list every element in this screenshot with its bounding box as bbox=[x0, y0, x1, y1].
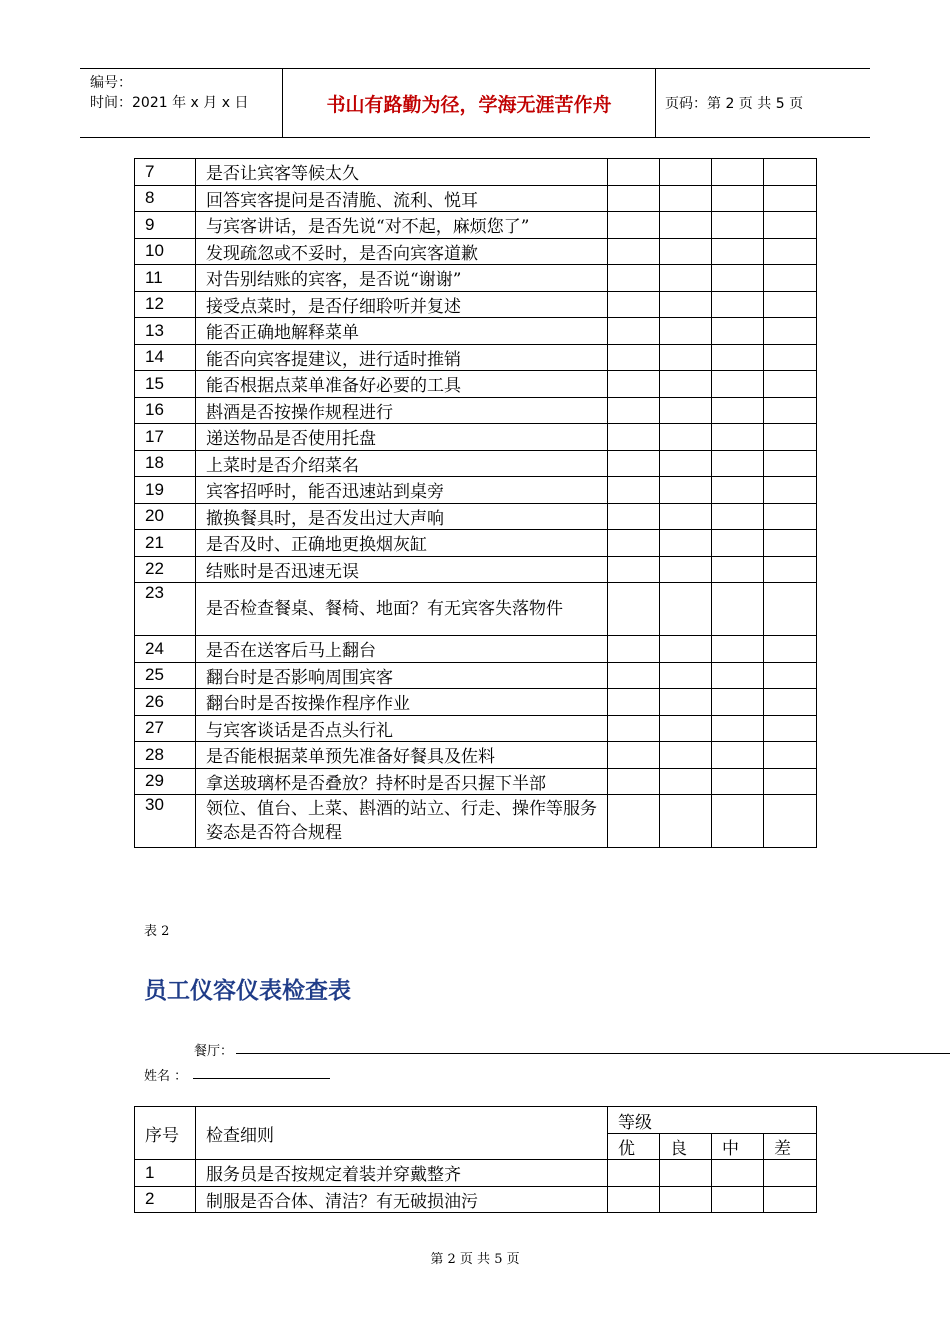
grade-cell-excellent[interactable] bbox=[608, 1160, 660, 1187]
row-number: 7 bbox=[135, 159, 196, 186]
row-number: 23 bbox=[135, 583, 196, 636]
table-row bbox=[135, 344, 817, 371]
grade-cell-average[interactable] bbox=[712, 768, 764, 795]
row-criterion: 翻台时是否影响周围宾客 bbox=[196, 662, 608, 689]
grade-cell-excellent[interactable] bbox=[608, 424, 660, 451]
grade-cell-poor[interactable] bbox=[764, 291, 817, 318]
grade-cell-good[interactable] bbox=[660, 344, 712, 371]
row-number: 22 bbox=[135, 556, 196, 583]
grade-cell-good[interactable] bbox=[660, 212, 712, 239]
row-number: 9 bbox=[135, 212, 196, 239]
table-row bbox=[135, 185, 817, 212]
row-criterion: 是否及时、正确地更换烟灰缸 bbox=[196, 530, 608, 557]
table-label: 表 2 bbox=[144, 924, 170, 939]
grade-cell-excellent[interactable] bbox=[608, 371, 660, 398]
table-row bbox=[135, 291, 817, 318]
row-criterion: 接受点菜时，是否仔细聆听并复述 bbox=[196, 291, 608, 318]
name-input-line[interactable] bbox=[193, 1078, 330, 1079]
restaurant-input-line[interactable] bbox=[236, 1053, 950, 1054]
row-criterion: 斟酒是否按操作规程进行 bbox=[196, 397, 608, 424]
grade-cell-excellent[interactable] bbox=[608, 742, 660, 769]
row-number: 19 bbox=[135, 477, 196, 504]
grade-cell-excellent[interactable] bbox=[608, 212, 660, 239]
row-criterion: 是否能根据菜单预先准备好餐具及佐料 bbox=[196, 742, 608, 769]
grade-cell-excellent[interactable] bbox=[608, 344, 660, 371]
row-number: 10 bbox=[135, 238, 196, 265]
grade-cell-good[interactable] bbox=[660, 450, 712, 477]
row-criterion: 递送物品是否使用托盘 bbox=[196, 424, 608, 451]
page-header bbox=[80, 68, 870, 138]
grade-cell-poor[interactable] bbox=[764, 371, 817, 398]
header-serial: 编号： bbox=[90, 75, 132, 91]
grade-poor: 差 bbox=[764, 1134, 817, 1160]
grade-cell-poor[interactable] bbox=[764, 636, 817, 663]
grade-cell-poor[interactable] bbox=[764, 318, 817, 345]
grade-cell-good[interactable] bbox=[660, 424, 712, 451]
grade-cell-excellent[interactable] bbox=[608, 1186, 660, 1213]
row-criterion: 结账时是否迅速无误 bbox=[196, 556, 608, 583]
row-number: 20 bbox=[135, 503, 196, 530]
table-row bbox=[135, 503, 817, 530]
row-criterion: 与宾客讲话，是否先说“对不起，麻烦您了” bbox=[196, 212, 608, 239]
name-label: 姓名 ： bbox=[144, 1069, 188, 1084]
grade-cell-average[interactable] bbox=[712, 159, 764, 186]
grade-cell-good[interactable] bbox=[660, 715, 712, 742]
grade-cell-average[interactable] bbox=[712, 1186, 764, 1213]
grade-cell-average[interactable] bbox=[712, 477, 764, 504]
grade-cell-average[interactable] bbox=[712, 371, 764, 398]
row-criterion: 上菜时是否介绍菜名 bbox=[196, 450, 608, 477]
header-motto: 书山有路勤为径，学海无涯苦作舟 bbox=[283, 69, 656, 137]
header-page: 页码：第 2 页 共 5 页 bbox=[665, 96, 804, 112]
table-row bbox=[135, 556, 817, 583]
table-row bbox=[135, 689, 817, 716]
grade-cell-excellent[interactable] bbox=[608, 689, 660, 716]
row-criterion: 拿送玻璃杯是否叠放？持杯时是否只握下半部 bbox=[196, 768, 608, 795]
grade-cell-poor[interactable] bbox=[764, 742, 817, 769]
grade-cell-poor[interactable] bbox=[764, 344, 817, 371]
table-row bbox=[135, 238, 817, 265]
grade-cell-good[interactable] bbox=[660, 530, 712, 557]
row-number: 2 bbox=[135, 1186, 196, 1213]
grade-cell-poor[interactable] bbox=[764, 503, 817, 530]
header-no: 序号 bbox=[135, 1107, 196, 1160]
grade-cell-excellent[interactable] bbox=[608, 583, 660, 636]
row-criterion: 发现疏忽或不妥时，是否向宾客道歉 bbox=[196, 238, 608, 265]
table-row bbox=[135, 265, 817, 292]
grade-cell-excellent[interactable] bbox=[608, 318, 660, 345]
grade-cell-good[interactable] bbox=[660, 291, 712, 318]
grade-cell-average[interactable] bbox=[712, 450, 764, 477]
grade-cell-good[interactable] bbox=[660, 795, 712, 848]
row-number: 21 bbox=[135, 530, 196, 557]
grade-cell-average[interactable] bbox=[712, 424, 764, 451]
grade-cell-good[interactable] bbox=[660, 583, 712, 636]
grade-cell-poor[interactable] bbox=[764, 424, 817, 451]
row-number: 30 bbox=[135, 795, 196, 848]
grade-cell-poor[interactable] bbox=[764, 238, 817, 265]
row-criterion: 是否让宾客等候太久 bbox=[196, 159, 608, 186]
row-criterion: 是否检查餐桌、餐椅、地面？有无宾客失落物件 bbox=[196, 583, 608, 636]
row-criterion: 撤换餐具时，是否发出过大声响 bbox=[196, 503, 608, 530]
page-footer: 第 2 页 共 5 页 bbox=[430, 1252, 520, 1267]
grade-cell-poor[interactable] bbox=[764, 477, 817, 504]
grade-cell-average[interactable] bbox=[712, 530, 764, 557]
grade-cell-excellent[interactable] bbox=[608, 768, 660, 795]
grade-cell-poor[interactable] bbox=[764, 768, 817, 795]
row-number: 18 bbox=[135, 450, 196, 477]
grade-cell-poor[interactable] bbox=[764, 662, 817, 689]
grade-cell-poor[interactable] bbox=[764, 185, 817, 212]
table-row bbox=[135, 768, 817, 795]
row-criterion: 能否正确地解释菜单 bbox=[196, 318, 608, 345]
grade-cell-poor[interactable] bbox=[764, 556, 817, 583]
grade-cell-poor[interactable] bbox=[764, 450, 817, 477]
grade-cell-good[interactable] bbox=[660, 742, 712, 769]
table-row bbox=[135, 424, 817, 451]
grade-cell-average[interactable] bbox=[712, 795, 764, 848]
grade-cell-average[interactable] bbox=[712, 583, 764, 636]
grade-cell-average[interactable] bbox=[712, 238, 764, 265]
grade-cell-poor[interactable] bbox=[764, 397, 817, 424]
grade-cell-poor[interactable] bbox=[764, 795, 817, 848]
row-number: 17 bbox=[135, 424, 196, 451]
table-row bbox=[135, 477, 817, 504]
grade-cell-excellent[interactable] bbox=[608, 662, 660, 689]
table-row bbox=[135, 212, 817, 239]
grade-cell-excellent[interactable] bbox=[608, 238, 660, 265]
grade-cell-average[interactable] bbox=[712, 318, 764, 345]
grade-cell-average[interactable] bbox=[712, 397, 764, 424]
grade-cell-poor[interactable] bbox=[764, 689, 817, 716]
grade-cell-average[interactable] bbox=[712, 212, 764, 239]
grade-cell-good[interactable] bbox=[660, 318, 712, 345]
header-meta bbox=[80, 69, 283, 137]
grade-cell-excellent[interactable] bbox=[608, 795, 660, 848]
table-row bbox=[135, 371, 817, 398]
grade-cell-excellent[interactable] bbox=[608, 291, 660, 318]
grade-cell-excellent[interactable] bbox=[608, 185, 660, 212]
table-row bbox=[135, 742, 817, 769]
row-criterion: 宾客招呼时，能否迅速站到桌旁 bbox=[196, 477, 608, 504]
grade-cell-average[interactable] bbox=[712, 689, 764, 716]
grade-good: 良 bbox=[660, 1134, 712, 1160]
row-number: 29 bbox=[135, 768, 196, 795]
row-number: 28 bbox=[135, 742, 196, 769]
table-row bbox=[135, 159, 817, 186]
grade-cell-average[interactable] bbox=[712, 556, 764, 583]
grade-cell-poor[interactable] bbox=[764, 530, 817, 557]
grade-cell-excellent[interactable] bbox=[608, 556, 660, 583]
service-check-table bbox=[134, 158, 817, 848]
grade-cell-good[interactable] bbox=[660, 556, 712, 583]
table-row bbox=[135, 662, 817, 689]
grade-cell-poor[interactable] bbox=[764, 1160, 817, 1187]
row-number: 24 bbox=[135, 636, 196, 663]
table-row bbox=[135, 1186, 817, 1213]
row-number: 12 bbox=[135, 291, 196, 318]
row-number: 8 bbox=[135, 185, 196, 212]
row-number: 14 bbox=[135, 344, 196, 371]
grade-cell-average[interactable] bbox=[712, 291, 764, 318]
grade-average: 中 bbox=[712, 1134, 764, 1160]
grade-cell-excellent[interactable] bbox=[608, 265, 660, 292]
table-row bbox=[135, 1160, 817, 1187]
grade-cell-poor[interactable] bbox=[764, 265, 817, 292]
row-criterion: 翻台时是否按操作程序作业 bbox=[196, 689, 608, 716]
table-row bbox=[135, 397, 817, 424]
appearance-check-table bbox=[134, 1106, 817, 1213]
grade-cell-poor[interactable] bbox=[764, 583, 817, 636]
grade-cell-good[interactable] bbox=[660, 636, 712, 663]
grade-cell-excellent[interactable] bbox=[608, 530, 660, 557]
table-row bbox=[135, 636, 817, 663]
table-row bbox=[135, 715, 817, 742]
row-number: 11 bbox=[135, 265, 196, 292]
grade-cell-excellent[interactable] bbox=[608, 450, 660, 477]
grade-excellent: 优 bbox=[608, 1134, 660, 1160]
grade-cell-good[interactable] bbox=[660, 768, 712, 795]
grade-cell-poor[interactable] bbox=[764, 212, 817, 239]
grade-cell-average[interactable] bbox=[712, 503, 764, 530]
header-grade: 等级 bbox=[608, 1107, 817, 1134]
row-criterion: 回答宾客提问是否清脆、流利、悦耳 bbox=[196, 185, 608, 212]
grade-cell-good[interactable] bbox=[660, 397, 712, 424]
table-row bbox=[135, 583, 817, 636]
row-criterion: 能否向宾客提建议，进行适时推销 bbox=[196, 344, 608, 371]
grade-cell-excellent[interactable] bbox=[608, 477, 660, 504]
row-number: 16 bbox=[135, 397, 196, 424]
grade-cell-good[interactable] bbox=[660, 159, 712, 186]
grade-cell-good[interactable] bbox=[660, 477, 712, 504]
row-number: 1 bbox=[135, 1160, 196, 1187]
row-criterion: 领位、值台、上菜、斟酒的站立、行走、操作等服务姿态是否符合规程 bbox=[196, 795, 608, 848]
header-time: 时间：2021 年 x 月 x 日 bbox=[90, 95, 249, 111]
row-number: 26 bbox=[135, 689, 196, 716]
grade-cell-average[interactable] bbox=[712, 636, 764, 663]
row-criterion: 能否根据点菜单准备好必要的工具 bbox=[196, 371, 608, 398]
grade-cell-good[interactable] bbox=[660, 185, 712, 212]
grade-cell-good[interactable] bbox=[660, 371, 712, 398]
grade-cell-average[interactable] bbox=[712, 742, 764, 769]
grade-cell-average[interactable] bbox=[712, 1160, 764, 1187]
grade-cell-good[interactable] bbox=[660, 265, 712, 292]
grade-cell-excellent[interactable] bbox=[608, 159, 660, 186]
grade-cell-good[interactable] bbox=[660, 238, 712, 265]
table-row bbox=[135, 795, 817, 848]
grade-cell-excellent[interactable] bbox=[608, 397, 660, 424]
header-item: 检查细则 bbox=[196, 1107, 608, 1160]
row-criterion: 与宾客谈话是否点头行礼 bbox=[196, 715, 608, 742]
row-criterion: 制服是否合体、清洁？有无破损油污 bbox=[196, 1186, 608, 1213]
table-row bbox=[135, 450, 817, 477]
grade-cell-average[interactable] bbox=[712, 662, 764, 689]
row-number: 25 bbox=[135, 662, 196, 689]
grade-cell-average[interactable] bbox=[712, 715, 764, 742]
row-number: 13 bbox=[135, 318, 196, 345]
row-criterion: 服务员是否按规定着装并穿戴整齐 bbox=[196, 1160, 608, 1187]
table-row bbox=[135, 318, 817, 345]
grade-cell-average[interactable] bbox=[712, 185, 764, 212]
section-title: 员工仪容仪表检查表 bbox=[144, 978, 351, 1004]
grade-cell-good[interactable] bbox=[660, 662, 712, 689]
grade-cell-excellent[interactable] bbox=[608, 636, 660, 663]
grade-cell-excellent[interactable] bbox=[608, 503, 660, 530]
grade-cell-poor[interactable] bbox=[764, 1186, 817, 1213]
grade-cell-poor[interactable] bbox=[764, 159, 817, 186]
grade-cell-average[interactable] bbox=[712, 344, 764, 371]
grade-cell-good[interactable] bbox=[660, 1160, 712, 1187]
grade-cell-good[interactable] bbox=[660, 503, 712, 530]
row-number: 27 bbox=[135, 715, 196, 742]
restaurant-label: 餐厅： bbox=[194, 1044, 234, 1059]
grade-cell-excellent[interactable] bbox=[608, 715, 660, 742]
row-criterion: 对告别结账的宾客，是否说“谢谢” bbox=[196, 265, 608, 292]
grade-cell-good[interactable] bbox=[660, 1186, 712, 1213]
row-number: 15 bbox=[135, 371, 196, 398]
grade-cell-good[interactable] bbox=[660, 689, 712, 716]
table-row bbox=[135, 530, 817, 557]
grade-cell-average[interactable] bbox=[712, 265, 764, 292]
grade-cell-poor[interactable] bbox=[764, 715, 817, 742]
row-criterion: 是否在送客后马上翻台 bbox=[196, 636, 608, 663]
